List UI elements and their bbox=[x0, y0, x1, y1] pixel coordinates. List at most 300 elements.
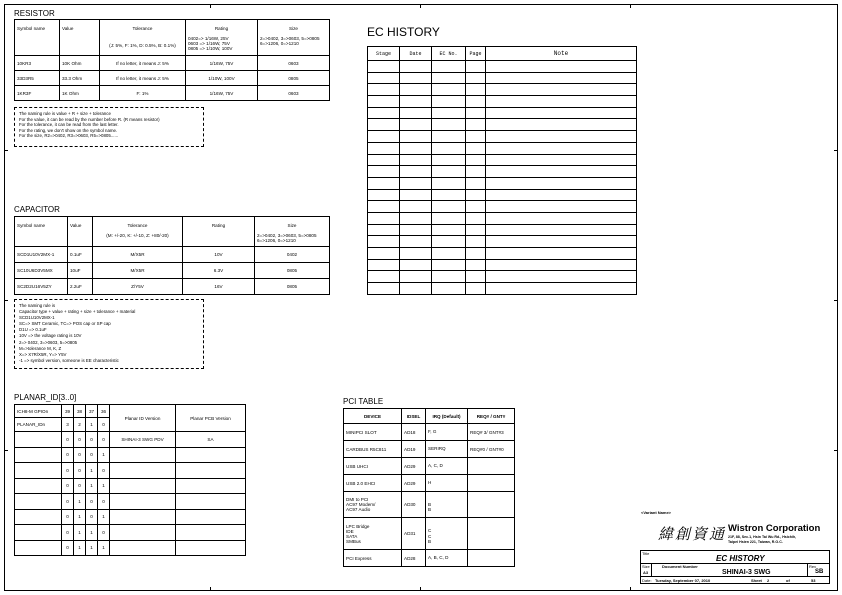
ec-cell bbox=[486, 189, 637, 201]
capacitor-cell: M/X5R bbox=[93, 263, 183, 279]
resistor-header-symbol: Symbol name bbox=[15, 20, 60, 56]
planar-table bbox=[14, 404, 246, 556]
pci-idsel: AD31 bbox=[402, 518, 426, 550]
doc-number: SHINAI-3 SWG bbox=[722, 569, 771, 576]
table-row bbox=[368, 236, 637, 248]
ec-cell bbox=[486, 236, 637, 248]
table-row bbox=[15, 509, 246, 525]
note-line: For the size, R2=>0402, R3=>0603, R5=>0805...... bbox=[19, 133, 119, 139]
pci-header-device: DEVICE bbox=[344, 409, 402, 424]
ec-cell bbox=[486, 166, 637, 178]
table-row bbox=[368, 177, 637, 189]
ec-cell bbox=[432, 201, 466, 213]
ec-cell bbox=[466, 131, 486, 143]
note-line: The naming rule is bbox=[19, 303, 56, 308]
pci-irq-line: B bbox=[428, 507, 432, 513]
planar-cell: 1 bbox=[86, 540, 98, 556]
planar-cell: 0 bbox=[62, 525, 74, 541]
ec-cell bbox=[400, 283, 432, 295]
planar-cell: 0 bbox=[62, 463, 74, 479]
pci-device bbox=[344, 492, 402, 518]
doc-title: EC HISTORY bbox=[716, 554, 765, 563]
ec-cell bbox=[400, 177, 432, 189]
pci-device-line: SATA bbox=[346, 533, 358, 539]
table-row bbox=[15, 432, 246, 448]
resistor-size-line: 2=>0402, 3=>0603, 5=>0805 bbox=[260, 36, 320, 41]
pci-device bbox=[344, 475, 402, 492]
ec-cell bbox=[466, 119, 486, 131]
planar-cell bbox=[176, 540, 246, 556]
pci-table bbox=[343, 408, 515, 567]
pci-header-irq: IRQ (Default) bbox=[426, 409, 468, 424]
ec-cell bbox=[486, 259, 637, 271]
date-cell bbox=[640, 576, 830, 584]
pci-req bbox=[468, 550, 515, 567]
pci-irq-line: B bbox=[428, 501, 432, 507]
table-row bbox=[368, 84, 637, 96]
planar-header: Planar PCB Version bbox=[176, 405, 246, 432]
capacitor-cell: SCD1U10V2MX-1 bbox=[15, 247, 68, 263]
frame-tick bbox=[834, 300, 838, 301]
planar-header: 38 bbox=[74, 405, 86, 418]
ec-cell bbox=[466, 177, 486, 189]
planar-cell bbox=[110, 540, 176, 556]
pci-req bbox=[468, 518, 515, 550]
planar-cell: 0 bbox=[86, 432, 98, 448]
frame-tick bbox=[210, 4, 211, 8]
ec-cell bbox=[368, 166, 400, 178]
of-label: of bbox=[786, 578, 790, 583]
table-row bbox=[368, 61, 637, 73]
ec-cell bbox=[368, 259, 400, 271]
pci-device-line: IDE bbox=[346, 528, 354, 534]
company-cell bbox=[640, 516, 830, 551]
resistor-header-rating bbox=[186, 20, 258, 56]
pci-device-line: SMBus bbox=[346, 538, 361, 544]
planar-cell: 0 bbox=[98, 432, 110, 448]
ec-cell bbox=[486, 154, 637, 166]
ec-cell bbox=[486, 84, 637, 96]
ec-cell bbox=[368, 84, 400, 96]
ec-header-page: Page bbox=[466, 47, 486, 61]
resistor-header-size bbox=[258, 20, 330, 56]
planar-header: PLANAR_IDn bbox=[15, 418, 62, 432]
planar-cell: 1 bbox=[86, 478, 98, 494]
planar-cell: 1 bbox=[98, 509, 110, 525]
table-row bbox=[368, 248, 637, 260]
pci-idsel: AD19 bbox=[402, 441, 426, 458]
planar-cell: 0 bbox=[62, 494, 74, 510]
pci-idsel: AD28 bbox=[402, 550, 426, 567]
frame-tick bbox=[4, 150, 8, 151]
resistor-cell: If no letter, it means J: 5% bbox=[100, 71, 186, 86]
pci-irq bbox=[426, 550, 468, 567]
planar-cell: 1 bbox=[86, 525, 98, 541]
capacitor-cell: 16V bbox=[183, 279, 255, 295]
note-line: X=> X7R/X5R, Y=> Y5V bbox=[19, 351, 67, 357]
capacitor-cell: 6.3V bbox=[183, 263, 255, 279]
planar-cell: 1 bbox=[98, 447, 110, 463]
ec-cell bbox=[400, 271, 432, 283]
ec-cell bbox=[432, 224, 466, 236]
table-row bbox=[344, 424, 515, 441]
ec-cell bbox=[486, 177, 637, 189]
size-value: A3 bbox=[643, 570, 649, 575]
date-label: Date: bbox=[642, 578, 652, 583]
planar-header: 36 bbox=[98, 405, 110, 418]
frame-tick bbox=[834, 150, 838, 151]
capacitor-cell: SC10U6D3V5MX bbox=[15, 263, 68, 279]
ec-cell bbox=[432, 283, 466, 295]
pci-irq-line: F, G bbox=[428, 429, 437, 435]
ec-cell bbox=[486, 119, 637, 131]
planar-cell: 0 bbox=[74, 478, 86, 494]
planar-cell bbox=[110, 447, 176, 463]
ec-cell bbox=[432, 96, 466, 108]
resistor-tolerance-codes: (J: 5%, F: 1%, D: 0.5%, B: 0.1%) bbox=[109, 43, 176, 48]
planar-cell: 1 bbox=[86, 463, 98, 479]
ec-cell bbox=[432, 131, 466, 143]
frame-tick bbox=[420, 587, 421, 591]
pci-device-line: LPC Bridge bbox=[346, 523, 370, 529]
ec-header-stage: Stage bbox=[368, 47, 400, 61]
pci-req: REQ# 3/ GNT#3 bbox=[468, 424, 515, 441]
capacitor-header-size bbox=[255, 217, 330, 247]
ec-cell bbox=[486, 212, 637, 224]
frame-tick bbox=[834, 450, 838, 451]
pci-req: REQ#0 / GNT#0 bbox=[468, 441, 515, 458]
ec-cell bbox=[486, 61, 637, 73]
ec-cell bbox=[400, 166, 432, 178]
capacitor-title: CAPACITOR bbox=[14, 205, 60, 214]
pci-irq-line: B bbox=[428, 539, 432, 545]
ec-cell bbox=[466, 212, 486, 224]
sheet-label: Sheet bbox=[751, 578, 762, 583]
ec-cell bbox=[432, 84, 466, 96]
ec-cell bbox=[400, 131, 432, 143]
capacitor-table bbox=[14, 216, 330, 295]
resistor-cell: 10K Ohm bbox=[60, 56, 100, 71]
planar-cell: 1 bbox=[74, 540, 86, 556]
resistor-cell: 33D3R5 bbox=[15, 71, 60, 86]
planar-cell: 1 bbox=[74, 525, 86, 541]
ec-cell bbox=[368, 248, 400, 260]
ec-cell bbox=[368, 201, 400, 213]
planar-cell: 0 bbox=[98, 494, 110, 510]
capacitor-cell: 10uF bbox=[68, 263, 93, 279]
capacitor-cell: SC2D2U16V5ZY bbox=[15, 279, 68, 295]
resistor-cell: 0805 bbox=[258, 71, 330, 86]
ec-cell bbox=[400, 259, 432, 271]
table-row bbox=[344, 518, 515, 550]
planar-cell: 0 bbox=[86, 509, 98, 525]
note-line: D1U => 0.1uF bbox=[19, 327, 47, 333]
ec-cell bbox=[486, 131, 637, 143]
ec-cell bbox=[432, 72, 466, 84]
pci-device-line: CARDBUS R5C811 bbox=[346, 446, 387, 452]
resistor-cell: F: 1% bbox=[100, 86, 186, 101]
table-row bbox=[368, 201, 637, 213]
note-line: For the rating, we don't show on the symbol name. bbox=[19, 127, 118, 133]
planar-cell bbox=[15, 463, 62, 479]
table-row bbox=[368, 166, 637, 178]
capacitor-cell: 0805 bbox=[255, 263, 330, 279]
pci-device bbox=[344, 424, 402, 441]
capacitor-size-line: 6=>1206, 0=>1210 bbox=[257, 238, 296, 243]
frame-tick bbox=[420, 4, 421, 8]
resistor-table bbox=[14, 19, 330, 101]
capacitor-tolerance-label: Tolerance bbox=[127, 223, 148, 228]
resistor-cell: 1/16W, 75V bbox=[186, 86, 258, 101]
pci-device bbox=[344, 518, 402, 550]
rev-value: SB bbox=[815, 569, 824, 575]
planar-cell: 0 bbox=[86, 494, 98, 510]
table-row bbox=[15, 525, 246, 541]
title-block bbox=[640, 508, 830, 585]
ec-cell bbox=[486, 96, 637, 108]
ec-cell bbox=[400, 119, 432, 131]
pci-irq bbox=[426, 458, 468, 475]
ec-header-note: Note bbox=[486, 47, 637, 61]
planar-cell: SHINAI-3 SWG PDV bbox=[110, 432, 176, 448]
pci-idsel: AD30 bbox=[402, 492, 426, 518]
capacitor-cell: 10V bbox=[183, 247, 255, 263]
ec-cell bbox=[400, 142, 432, 154]
ec-cell bbox=[466, 107, 486, 119]
note-line: For the value, it can be read by the number before R. (R means resistor) bbox=[19, 116, 160, 122]
ec-cell bbox=[400, 212, 432, 224]
capacitor-cell: 2.2uF bbox=[68, 279, 93, 295]
frame-tick bbox=[4, 450, 8, 451]
ec-cell bbox=[432, 212, 466, 224]
resistor-cell: If no letter, it means J: 5% bbox=[100, 56, 186, 71]
planar-cell: 0 bbox=[86, 447, 98, 463]
resistor-header-tolerance bbox=[100, 20, 186, 56]
planar-cell: 0 bbox=[62, 509, 74, 525]
note-line: For the tolerance, it can be read from the last letter. bbox=[19, 122, 119, 128]
planar-cell: 0 bbox=[98, 463, 110, 479]
capacitor-size-label: Size bbox=[287, 223, 297, 228]
table-row bbox=[344, 550, 515, 567]
ec-cell bbox=[432, 61, 466, 73]
note-line: M=>tolerance M, K, Z bbox=[19, 345, 62, 351]
table-row bbox=[15, 247, 330, 263]
company-name: Wistron Corporation bbox=[728, 523, 821, 534]
note-line: Capacitor type + value + rating + size + tolerance + material bbox=[19, 309, 136, 315]
pci-device-line: DMI to PCI bbox=[346, 497, 369, 502]
planar-cell: 1 bbox=[98, 540, 110, 556]
planar-cell bbox=[176, 447, 246, 463]
ec-cell bbox=[432, 271, 466, 283]
pci-req bbox=[468, 492, 515, 518]
doc-number-label: Document Number bbox=[662, 564, 698, 569]
ec-cell bbox=[486, 224, 637, 236]
planar-cell bbox=[110, 478, 176, 494]
ec-cell bbox=[432, 142, 466, 154]
ec-cell bbox=[368, 107, 400, 119]
pci-irq-line: A, C, D bbox=[428, 463, 443, 469]
planar-cell bbox=[176, 463, 246, 479]
table-row bbox=[15, 86, 330, 101]
planar-cell: 1 bbox=[98, 478, 110, 494]
ec-cell bbox=[368, 142, 400, 154]
pci-device-line: AC97 Audio bbox=[346, 507, 371, 512]
frame-tick bbox=[4, 300, 8, 301]
pci-irq bbox=[426, 441, 468, 458]
pci-irq-line: C bbox=[428, 527, 432, 533]
pci-idsel: AD29 bbox=[402, 458, 426, 475]
table-row bbox=[368, 283, 637, 295]
pci-device bbox=[344, 550, 402, 567]
planar-cell bbox=[176, 525, 246, 541]
company-address-1: 21F, 88, Sec.1, Hsin Tai Wu Rd., Hsichih, bbox=[728, 535, 797, 539]
planar-cell: 1 bbox=[74, 509, 86, 525]
capacitor-cell: M/X5R bbox=[93, 247, 183, 263]
ec-cell bbox=[400, 201, 432, 213]
ec-cell bbox=[432, 236, 466, 248]
ec-cell bbox=[432, 154, 466, 166]
note-line: 2=> 0402, 3=>0603, 5=>0805 bbox=[19, 339, 78, 345]
ec-cell bbox=[466, 259, 486, 271]
ec-cell bbox=[486, 142, 637, 154]
ec-cell bbox=[466, 283, 486, 295]
planar-header: Planar ID Version bbox=[110, 405, 176, 432]
planar-cell bbox=[15, 447, 62, 463]
ec-cell bbox=[432, 189, 466, 201]
pci-idsel: AD18 bbox=[402, 424, 426, 441]
table-row bbox=[368, 96, 637, 108]
capacitor-header-tolerance bbox=[93, 217, 183, 247]
planar-cell bbox=[176, 509, 246, 525]
ec-cell bbox=[400, 72, 432, 84]
title-cell bbox=[640, 550, 830, 564]
ec-cell bbox=[368, 61, 400, 73]
pci-irq-line: SERIRQ bbox=[428, 446, 446, 452]
table-row bbox=[15, 463, 246, 479]
pci-irq bbox=[426, 518, 468, 550]
planar-cell: 0 bbox=[62, 478, 74, 494]
ec-cell bbox=[368, 189, 400, 201]
pci-device-line: USB 2.0 EHCI bbox=[346, 480, 376, 486]
ec-cell bbox=[466, 84, 486, 96]
resistor-header-value: Value bbox=[60, 20, 100, 56]
capacitor-notes bbox=[14, 299, 204, 369]
ec-cell bbox=[368, 224, 400, 236]
ec-cell bbox=[432, 119, 466, 131]
planar-header: ICH8-M GPIOn bbox=[15, 405, 62, 418]
pci-title: PCI TABLE bbox=[343, 397, 384, 406]
note-line: SC=> SMT Ceramic, TC=> POS cap or SP cap bbox=[19, 321, 111, 327]
table-row bbox=[368, 212, 637, 224]
ec-cell bbox=[368, 119, 400, 131]
ec-cell bbox=[466, 142, 486, 154]
table-row bbox=[368, 119, 637, 131]
resistor-cell: 10KR3 bbox=[15, 56, 60, 71]
table-row bbox=[15, 71, 330, 86]
planar-header: 0 bbox=[98, 418, 110, 432]
ec-cell bbox=[400, 248, 432, 260]
ec-history-title: EC HISTORY bbox=[367, 25, 440, 39]
ec-cell bbox=[466, 224, 486, 236]
planar-cell bbox=[110, 525, 176, 541]
ec-cell bbox=[466, 96, 486, 108]
capacitor-header-symbol: Symbol name bbox=[15, 217, 68, 247]
table-row bbox=[368, 107, 637, 119]
table-row bbox=[368, 259, 637, 271]
pci-device-line: MINIPCI SLOT bbox=[346, 429, 377, 435]
capacitor-tolerance-codes: (M: +/-20, K: +/-10, Z: +80/-20) bbox=[106, 233, 169, 238]
resistor-cell: 33.3 Ohm bbox=[60, 71, 100, 86]
table-row bbox=[368, 271, 637, 283]
ec-cell bbox=[368, 154, 400, 166]
resistor-cell: 1KR3F bbox=[15, 86, 60, 101]
resistor-rating-line: 0805 => 1/10W, 100V bbox=[188, 46, 233, 51]
table-row bbox=[15, 447, 246, 463]
resistor-tolerance-label: Tolerance bbox=[132, 26, 153, 31]
planar-cell bbox=[15, 540, 62, 556]
ec-cell bbox=[432, 166, 466, 178]
note-line: SCD1U10V2MX-1 bbox=[19, 315, 55, 321]
capacitor-cell: 0.1uF bbox=[68, 247, 93, 263]
pci-req bbox=[468, 475, 515, 492]
ec-cell bbox=[466, 189, 486, 201]
pci-device-line: USB UHCI bbox=[346, 463, 368, 469]
ec-cell bbox=[368, 271, 400, 283]
ec-cell bbox=[400, 84, 432, 96]
planar-header: 37 bbox=[86, 405, 98, 418]
ec-cell bbox=[400, 224, 432, 236]
planar-cell bbox=[176, 478, 246, 494]
planar-cell: 1 bbox=[74, 494, 86, 510]
table-row bbox=[368, 142, 637, 154]
table-row bbox=[15, 56, 330, 71]
frame-tick bbox=[630, 587, 631, 591]
planar-cell: 0 bbox=[74, 447, 86, 463]
planar-cell: 0 bbox=[98, 525, 110, 541]
ec-cell bbox=[466, 201, 486, 213]
capacitor-cell: 0805 bbox=[255, 279, 330, 295]
note-line: The naming rule is value + R + size + tolerance bbox=[19, 111, 111, 116]
ec-cell bbox=[368, 212, 400, 224]
capacitor-header-rating: Rating bbox=[183, 217, 255, 247]
resistor-size-label: Size bbox=[289, 26, 298, 31]
ec-cell bbox=[466, 166, 486, 178]
resistor-rating-label: Rating bbox=[214, 26, 229, 31]
ec-cell bbox=[400, 107, 432, 119]
doc-number-cell bbox=[651, 563, 808, 577]
note-line: -1 => symbol version, someone is EE characteristic bbox=[19, 357, 119, 363]
resistor-rating-line: 0603 => 1/16W, 75V bbox=[188, 41, 230, 46]
capacitor-cell: 0402 bbox=[255, 247, 330, 263]
planar-cell bbox=[176, 494, 246, 510]
pci-irq-line: A, B, C, D bbox=[428, 555, 449, 561]
ec-cell bbox=[400, 96, 432, 108]
table-row bbox=[15, 478, 246, 494]
ec-cell bbox=[466, 72, 486, 84]
capacitor-size-line: 2=>0402, 3=>0603, 5=>0805 bbox=[257, 233, 317, 238]
ec-cell bbox=[368, 72, 400, 84]
pci-idsel: AD29 bbox=[402, 475, 426, 492]
planar-cell bbox=[15, 525, 62, 541]
note-line: 10V => the voltage rating is 10V bbox=[19, 333, 82, 339]
planar-header: 1 bbox=[86, 418, 98, 432]
table-row bbox=[15, 279, 330, 295]
rev-cell bbox=[807, 563, 830, 577]
ec-cell bbox=[466, 271, 486, 283]
ec-history-table bbox=[367, 46, 637, 295]
planar-cell bbox=[15, 478, 62, 494]
pci-irq-line: C bbox=[428, 533, 432, 539]
